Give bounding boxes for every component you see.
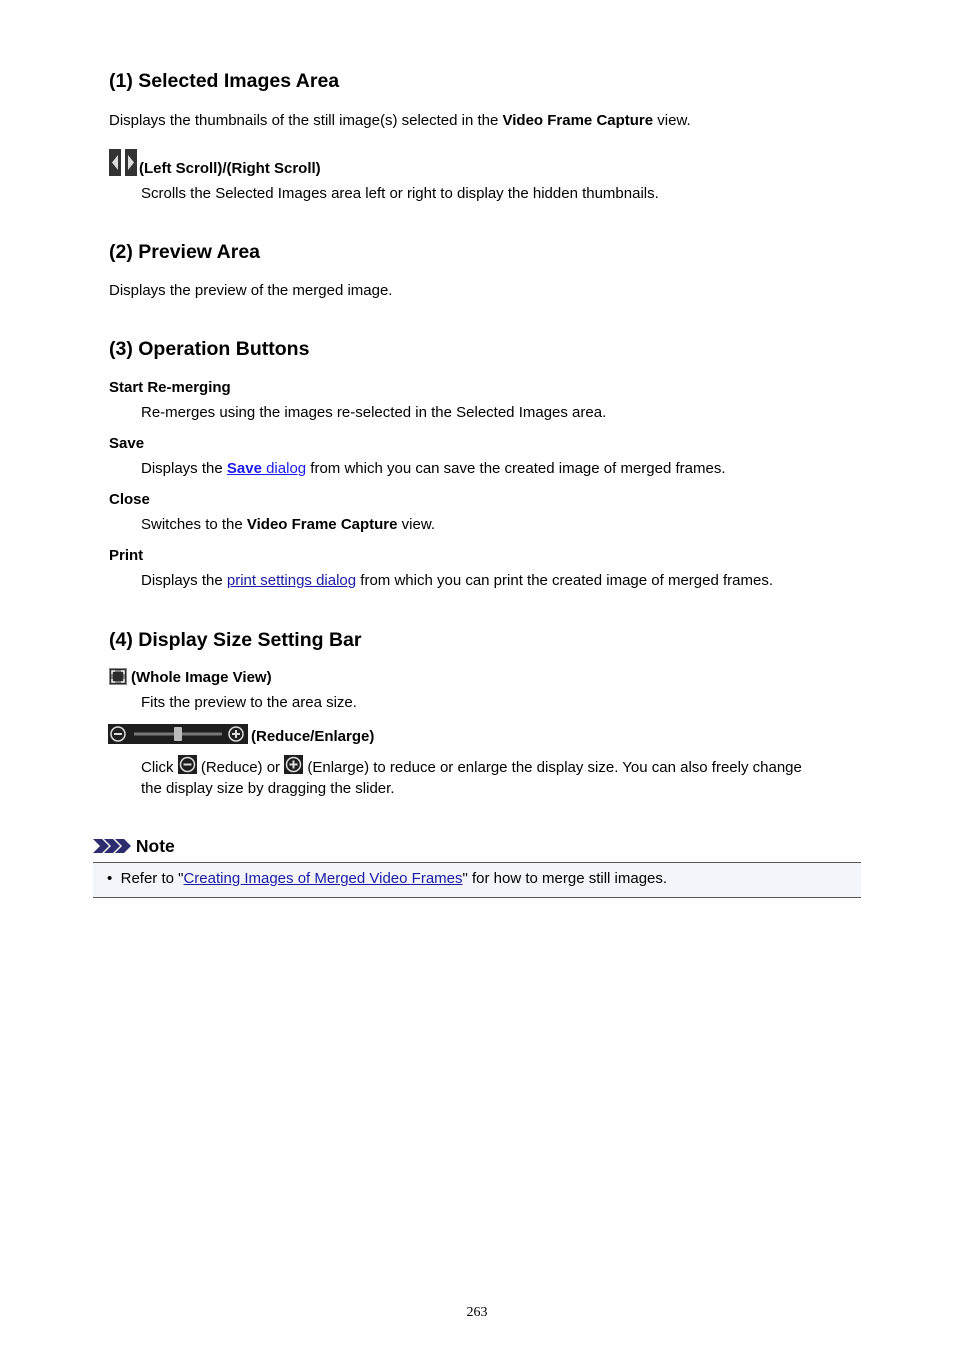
close-label: Close — [109, 491, 150, 508]
print-settings-dialog-link[interactable]: print settings dialog — [226, 572, 357, 589]
scroll-icons-row — [109, 149, 137, 176]
reduce-enlarge-description-line1: Click (Reduce) or (Enlarge) to reduce or enlarge the display size. You can also freely change — [141, 755, 802, 780]
start-remerging-label: Start Re-merging — [109, 379, 231, 396]
reduce-enlarge-slider-icon — [108, 724, 248, 748]
scroll-item-label: (Left Scroll)/(Right Scroll) — [139, 160, 321, 177]
print-description: Displays the print settings dialog from which you can print the created image of merged frames. — [141, 572, 773, 589]
selected-images-area-description: Displays the thumbnails of the still image(s) selected in the Video Frame Capture view. — [109, 112, 691, 129]
reduce-icon — [178, 755, 197, 780]
section-title-preview-area: (2) Preview Area — [109, 241, 261, 263]
save-dialog-link[interactable]: Save dialog — [226, 460, 307, 477]
section-title-selected-images-area: (1) Selected Images Area — [109, 70, 340, 92]
section-title-operation-buttons: (3) Operation Buttons — [109, 338, 310, 360]
start-remerging-description: Re-merges using the images re-selected in the Selected Images area. — [141, 404, 607, 421]
note-header — [93, 836, 175, 858]
enlarge-icon — [284, 755, 303, 780]
scroll-item-description: Scrolls the Selected Images area left or right to display the hidden thumbnails. — [141, 185, 659, 202]
close-description: Switches to the Video Frame Capture view. — [141, 516, 436, 533]
left-scroll-icon — [109, 149, 121, 180]
note-title: Note — [135, 836, 175, 856]
slider-thumb — [174, 727, 182, 741]
note-bullet: • — [107, 870, 113, 887]
whole-image-view-label: (Whole Image View) — [131, 669, 272, 686]
print-label: Print — [109, 547, 144, 564]
save-label: Save — [109, 435, 145, 452]
section-title-display-size-setting-bar: (4) Display Size Setting Bar — [109, 629, 362, 651]
creating-images-of-merged-video-frames-link[interactable]: Creating Images of Merged Video Frames — [183, 870, 463, 887]
preview-area-description: Displays the preview of the merged image. — [109, 282, 393, 299]
whole-image-view-icon — [109, 668, 127, 689]
note-box — [93, 862, 861, 898]
page-number: 263 — [466, 1305, 488, 1320]
note-item: • Refer to "Creating Images of Merged Video Frames" for how to merge still images. — [107, 870, 668, 887]
reduce-enlarge-description-line2: the display size by dragging the slider. — [141, 780, 395, 797]
right-scroll-icon — [125, 149, 137, 180]
note-chevron-icon — [93, 837, 131, 858]
save-description: Displays the Save dialog from which you can save the created image of merged frames. — [141, 460, 726, 477]
reduce-enlarge-label: (Reduce/Enlarge) — [251, 728, 375, 745]
whole-image-view-description: Fits the preview to the area size. — [141, 694, 357, 711]
